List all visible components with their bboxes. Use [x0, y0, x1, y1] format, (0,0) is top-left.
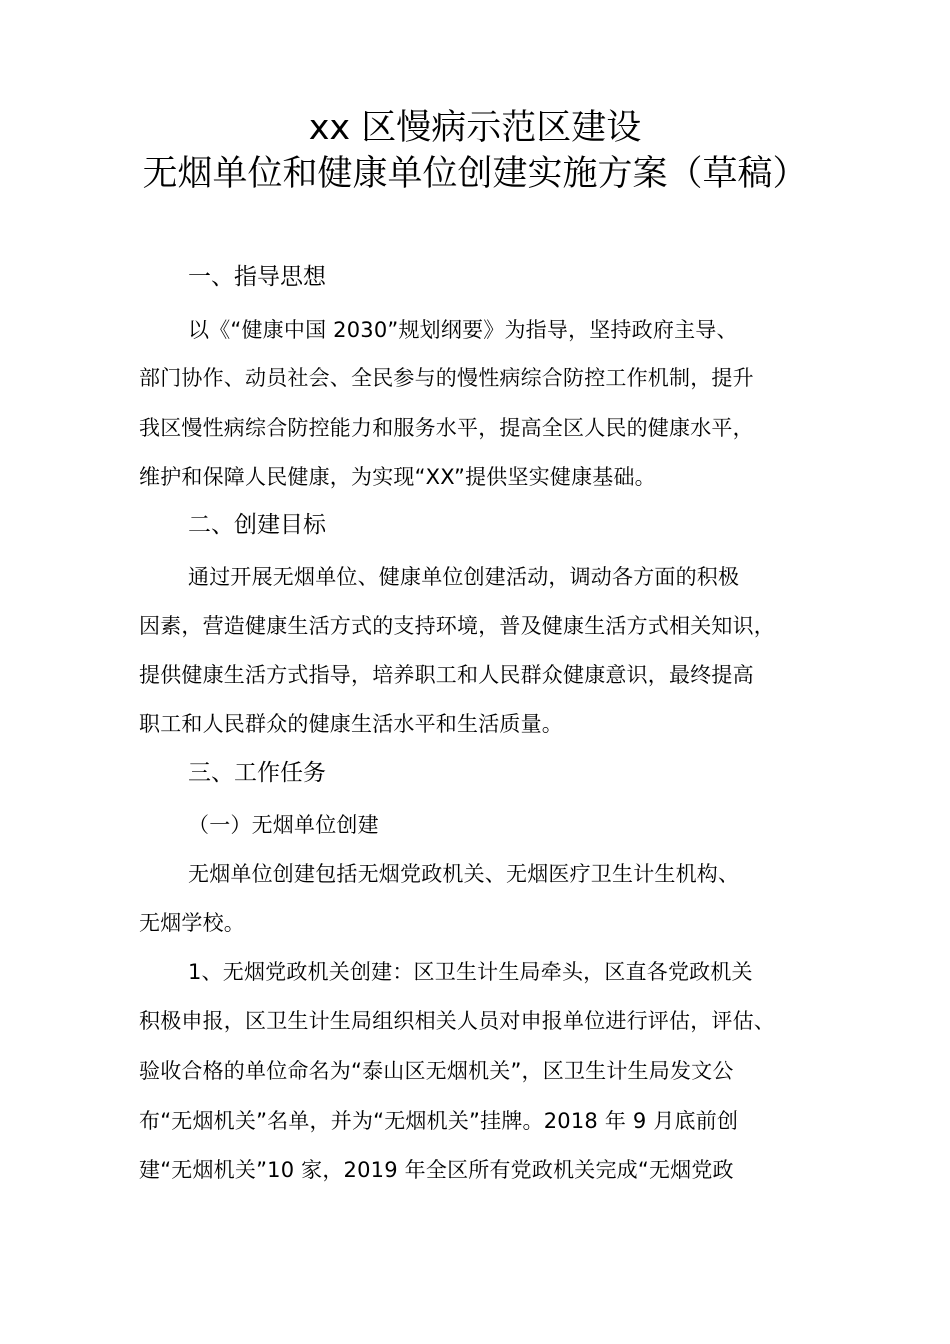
section-3-line: 积极申报，区卫生计生局组织相关人员对申报单位进行评估，评估、: [139, 1009, 775, 1033]
section-1-line: 部门协作、动员社会、全民参与的慢性病综合防控工作机制，提升: [139, 366, 754, 390]
section-2-line: 职工和人民群众的健康生活水平和生活质量。: [139, 712, 563, 736]
section-3-line: 验收合格的单位命名为“泰山区无烟机关”，区卫生计生局发文公: [139, 1059, 734, 1083]
section-2-line: 通过开展无烟单位、健康单位创建活动，调动各方面的积极: [188, 565, 740, 589]
section-3-line: 1、无烟党政机关创建：区卫生计生局牵头，区直各党政机关: [188, 960, 753, 984]
document-title-line-2: 无烟单位和健康单位创建实施方案（草稿）: [142, 154, 808, 194]
subsection-heading: （一）无烟单位创建: [188, 813, 379, 837]
section-1-line: 维护和保障人民健康，为实现“XX”提供坚实健康基础。: [139, 465, 656, 489]
section-3-heading: 三、工作任务: [188, 760, 326, 786]
section-1-line: 以《“健康中国 2030”规划纲要》为指导，坚持政府主导、: [188, 318, 738, 342]
document-title-line-1: xx 区慢病示范区建设: [308, 108, 642, 148]
section-3-line: 无烟学校。: [139, 911, 245, 935]
section-1-line: 我区慢性病综合防控能力和服务水平，提高全区人民的健康水平，: [139, 416, 754, 440]
section-3-line: 无烟单位创建包括无烟党政机关、无烟医疗卫生计生机构、: [188, 862, 740, 886]
section-3-line: 建“无烟机关”10 家，2019 年全区所有党政机关完成“无烟党政: [139, 1158, 734, 1182]
section-2-heading: 二、创建目标: [188, 512, 326, 538]
section-2-line: 提供健康生活方式指导，培养职工和人民群众健康意识，最终提高: [139, 663, 754, 687]
section-1-heading: 一、指导思想: [188, 264, 326, 290]
section-2-line: 因素，营造健康生活方式的支持环境，普及健康生活方式相关知识，: [139, 614, 775, 638]
section-3-line: 布“无烟机关”名单，并为“无烟机关”挂牌。2018 年 9 月底前创: [139, 1109, 739, 1133]
